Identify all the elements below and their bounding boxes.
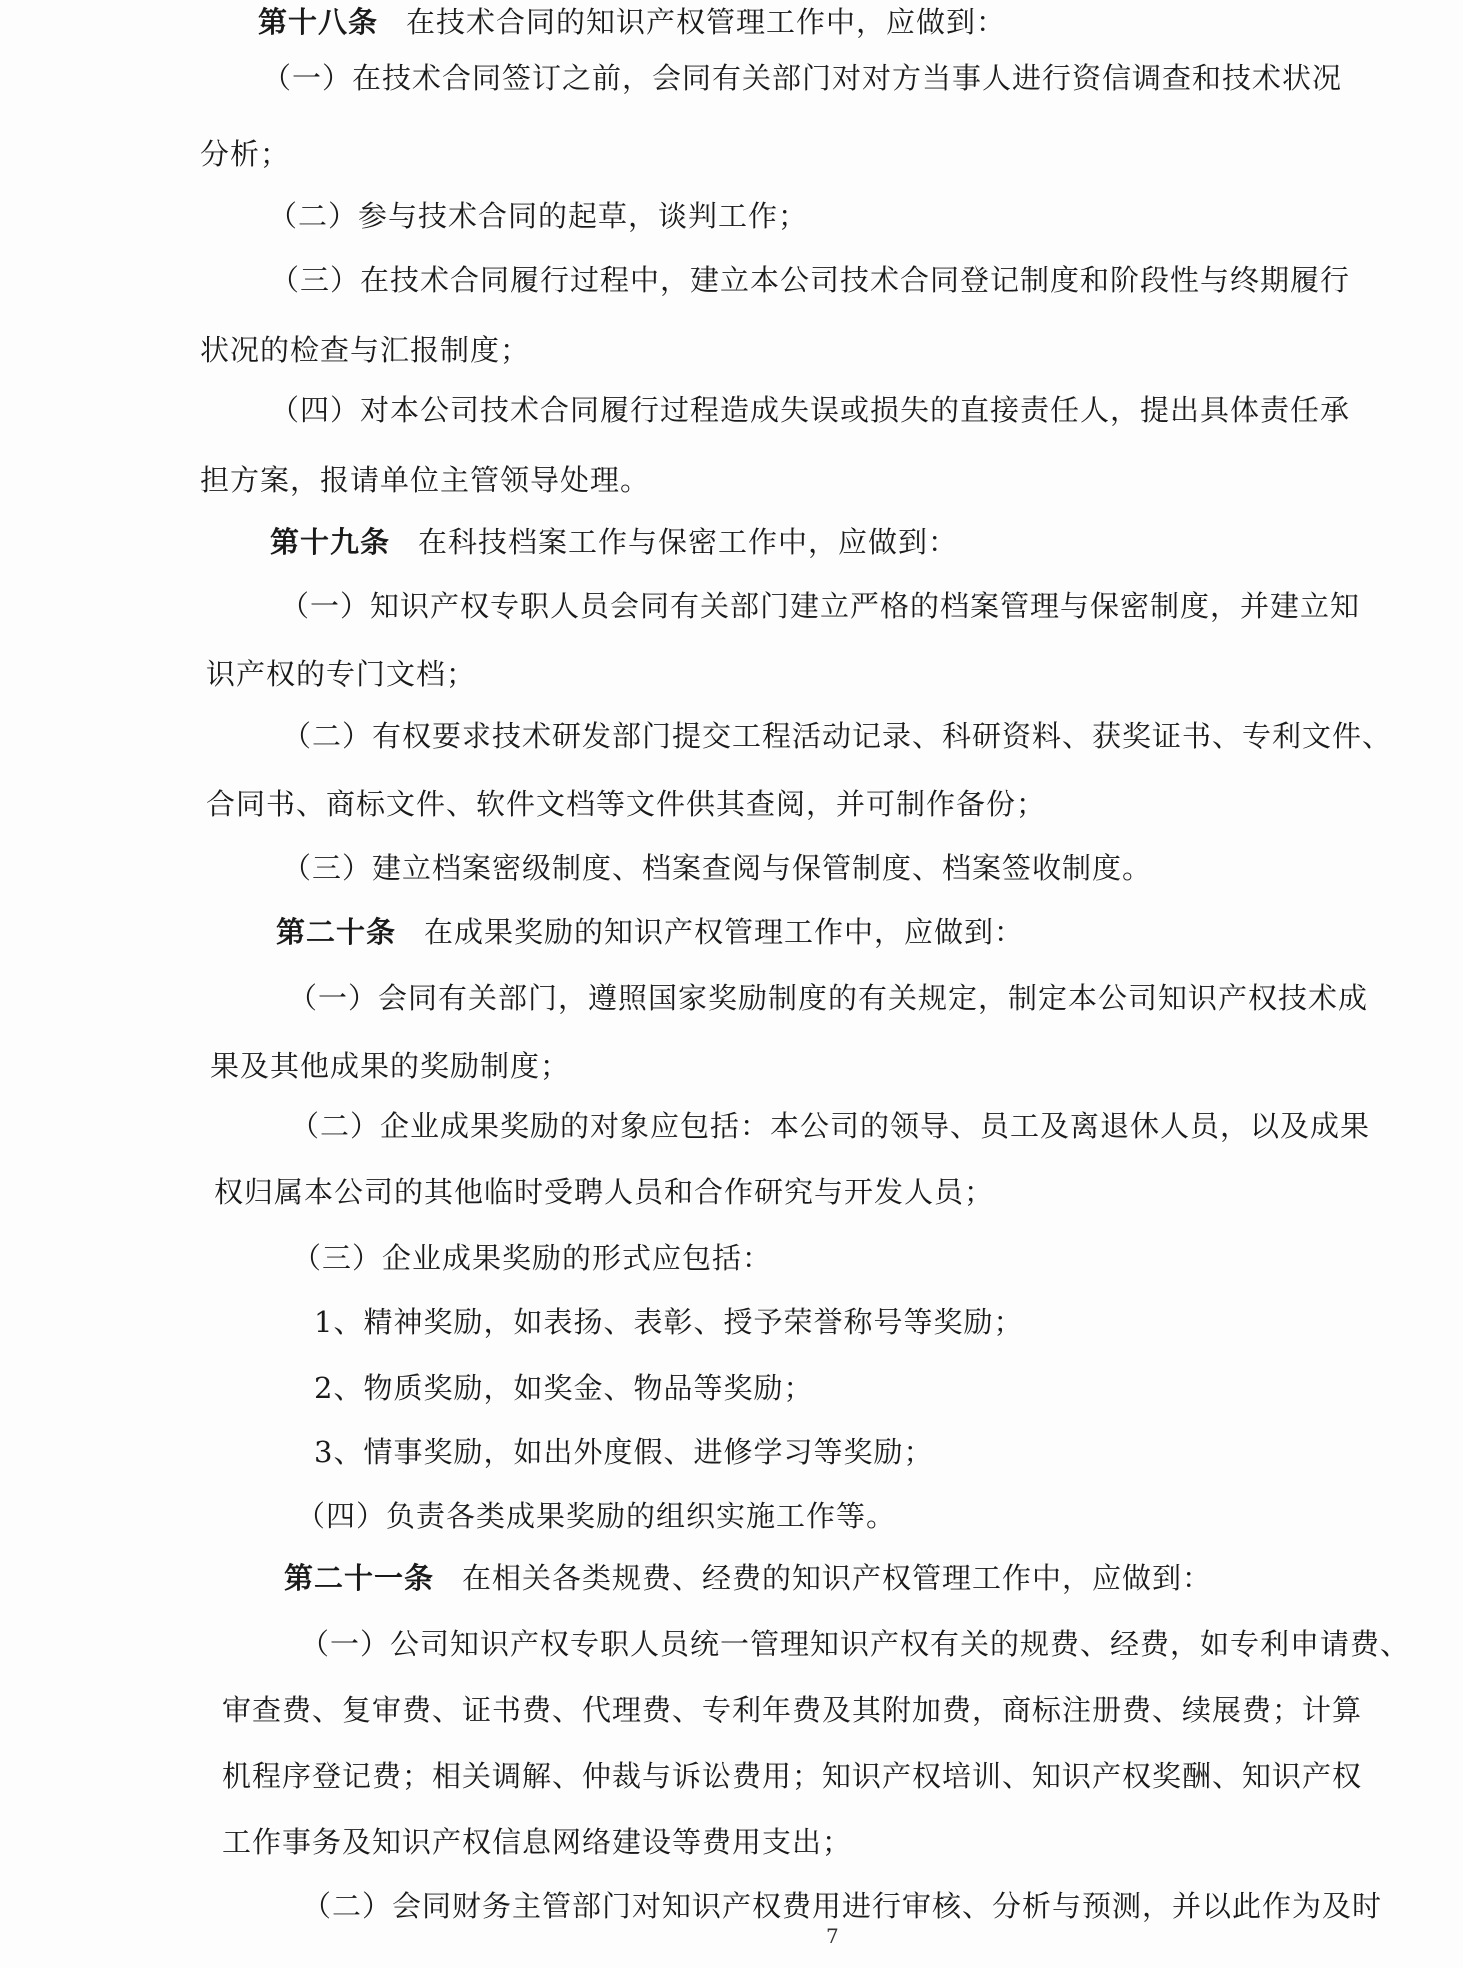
article-18-heading (258, 2, 1006, 42)
article-20-reward-1: 1、精神奖励，如表扬、表彰、授予荣誉称号等奖励； (314, 1305, 1024, 1339)
article-21-heading (284, 1558, 1212, 1598)
article-18-item-2: （二）参与技术合同的起草，谈判工作； (268, 199, 809, 233)
article-20-heading (276, 912, 1024, 952)
article-19-item-1-cont: 识产权的专门文档； (206, 657, 477, 691)
article-20-item-1-cont: 果及其他成果的奖励制度； (210, 1049, 571, 1083)
article-19-title: 在科技档案工作与保密工作中，应做到： (418, 525, 959, 559)
article-20-item-4: （四）负责各类成果奖励的组织实施工作等。 (296, 1499, 897, 1533)
article-18-title: 在技术合同的知识产权管理工作中，应做到： (406, 5, 1007, 39)
article-19-item-2: （二）有权要求技术研发部门提交工程活动记录、科研资料、获奖证书、专利文件、 (282, 719, 1393, 753)
article-21-item-1-cont-2: 机程序登记费；相关调解、仲裁与诉讼费用；知识产权培训、知识产权奖酬、知识产权 (222, 1759, 1363, 1793)
page-number: 7 (826, 1924, 839, 1948)
article-20-item-3: （三）企业成果奖励的形式应包括： (292, 1241, 773, 1275)
article-19-number: 第十九条 (270, 525, 391, 559)
article-20-number: 第二十条 (276, 915, 397, 949)
article-20-reward-3: 3、情事奖励，如出外度假、进修学习等奖励； (314, 1435, 934, 1469)
article-19-item-2-cont: 合同书、商标文件、软件文档等文件供其查阅，并可制作备份； (206, 787, 1047, 821)
article-20-title: 在成果奖励的知识产权管理工作中，应做到： (424, 915, 1025, 949)
article-20-item-2: （二）企业成果奖励的对象应包括：本公司的领导、员工及离退休人员，以及成果 (290, 1109, 1371, 1143)
article-18-item-3-cont: 状况的检查与汇报制度； (200, 333, 531, 367)
article-18-item-3: （三）在技术合同履行过程中，建立本公司技术合同登记制度和阶段性与终期履行 (270, 263, 1351, 297)
article-18-item-1: （一）在技术合同签订之前，会同有关部门对对方当事人进行资信调查和技术状况 (262, 61, 1343, 95)
article-21-item-1-cont-1: 审查费、复审费、证书费、代理费、专利年费及其附加费，商标注册费、续展费；计算 (222, 1693, 1363, 1727)
article-21-number: 第二十一条 (284, 1561, 435, 1595)
article-19-item-3: （三）建立档案密级制度、档案查阅与保管制度、档案签收制度。 (282, 851, 1153, 885)
article-19-heading (270, 522, 958, 562)
article-21-item-1: （一）公司知识产权专职人员统一管理知识产权有关的规费、经费，如专利申请费、 (300, 1627, 1411, 1661)
article-20-item-2-cont: 权归属本公司的其他临时受聘人员和合作研究与开发人员； (214, 1175, 995, 1209)
article-20-item-1: （一）会同有关部门，遵照国家奖励制度的有关规定，制定本公司知识产权技术成 (288, 981, 1369, 1015)
article-18-item-4-cont: 担方案，报请单位主管领导处理。 (200, 463, 651, 497)
article-18-number: 第十八条 (258, 5, 379, 39)
article-18-item-4: （四）对本公司技术合同履行过程造成失误或损失的直接责任人，提出具体责任承 (270, 393, 1351, 427)
article-21-item-1-cont-3: 工作事务及知识产权信息网络建设等费用支出； (222, 1825, 853, 1859)
article-19-item-1: （一）知识产权专职人员会同有关部门建立严格的档案管理与保密制度，并建立知 (280, 589, 1361, 623)
article-20-reward-2: 2、物质奖励，如奖金、物品等奖励； (314, 1371, 814, 1405)
article-21-item-2: （二）会同财务主管部门对知识产权费用进行审核、分析与预测，并以此作为及时 (302, 1889, 1383, 1923)
article-18-item-1-cont: 分析； (200, 137, 291, 171)
article-21-title: 在相关各类规费、经费的知识产权管理工作中，应做到： (462, 1561, 1213, 1595)
